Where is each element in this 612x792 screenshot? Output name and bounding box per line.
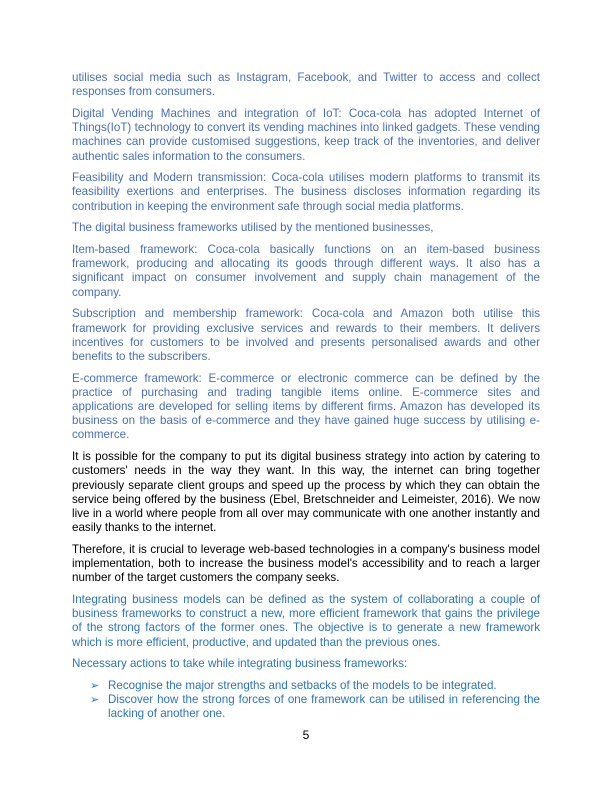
paragraph-social-media: utilises social media such as Instagram, Facebook, and Twitter to access and collect responses from consumers. <box>72 71 540 99</box>
list-item <box>90 693 540 721</box>
paragraph-frameworks-intro: The digital business frameworks utilised by the mentioned businesses, <box>72 221 434 235</box>
list-item-text: Discover how the strong forces of one framework can be utilised in referencing the lacking of another one. <box>108 693 540 721</box>
paragraph-item-based: Item-based framework: Coca-cola basically functions on an item-based business framework, producing and allocating its goods through different ways. It also has a significant impact on consumer involvement and supply chain management of the company. <box>72 243 540 299</box>
page-number: 5 <box>302 728 310 742</box>
paragraph-subscription: Subscription and membership framework: Coca-cola and Amazon both utilise this framework for providing exclusive services and rewards to their members. It delivers incentives for customers to be involved and presents personalised awards and other benefits to the subscribers. <box>72 307 540 363</box>
paragraph-ecommerce: E-commerce framework: E-commerce or electronic commerce can be defined by the practice of purchasing and trading tangible items online. E-commerce sites and applications are developed for selling items by different firms. Amazon has developed its business on the basis of e-commerce and they have gained huge success by utilising e-commerce. <box>72 371 540 442</box>
arrow-bullet-icon: ➢ <box>90 680 100 693</box>
list-item-text: Recognise the major strengths and setbacks of the models to be integrated. <box>108 679 497 693</box>
paragraph-feasibility: Feasibility and Modern transmission: Coca-cola utilises modern platforms to transmit its feasibility exertions and enterprises. The business discloses information regarding its contribution in keeping the environment safe through social media platforms. <box>72 171 540 213</box>
paragraph-digital-strategy: It is possible for the company to put its digital business strategy into action by catering to customers' needs in the way they want. In this way, the internet can bring together previously separate client groups and speed up the process by which they can obtain the service being offered by the business (Ebel, Bretschneider and Leimeister, 2016). We now live in a world where people from all over may communicate with one another instantly and easily thanks to the internet. <box>72 450 540 535</box>
arrow-bullet-icon: ➢ <box>90 694 100 707</box>
paragraph-integrating-models: Integrating business models can be defined as the system of collaborating a couple of business frameworks to construct a new, more efficient framework that gains the privilege of the strong factors of the former ones. The objective is to generate a new framework which is more efficient, productive, and updated than the previous ones. <box>72 593 540 649</box>
paragraph-necessary-actions: Necessary actions to take while integrating business frameworks: <box>72 657 408 671</box>
actions-list <box>72 679 540 722</box>
list-item <box>90 679 540 693</box>
paragraph-vending-machines: Digital Vending Machines and integration of IoT: Coca-cola has adopted Internet of Things(IoT) technology to convert its vending machines into linked gadgets. These vending machines can provide customised suggestions, keep track of the inventories, and deliver authentic sales information to the consumers. <box>72 106 540 163</box>
document-page <box>72 71 540 722</box>
paragraph-web-technologies: Therefore, it is crucial to leverage web-based technologies in a company's business model implementation, both to increase the business model's accessibility and to reach a larger number of the target customers the company seeks. <box>72 542 540 585</box>
